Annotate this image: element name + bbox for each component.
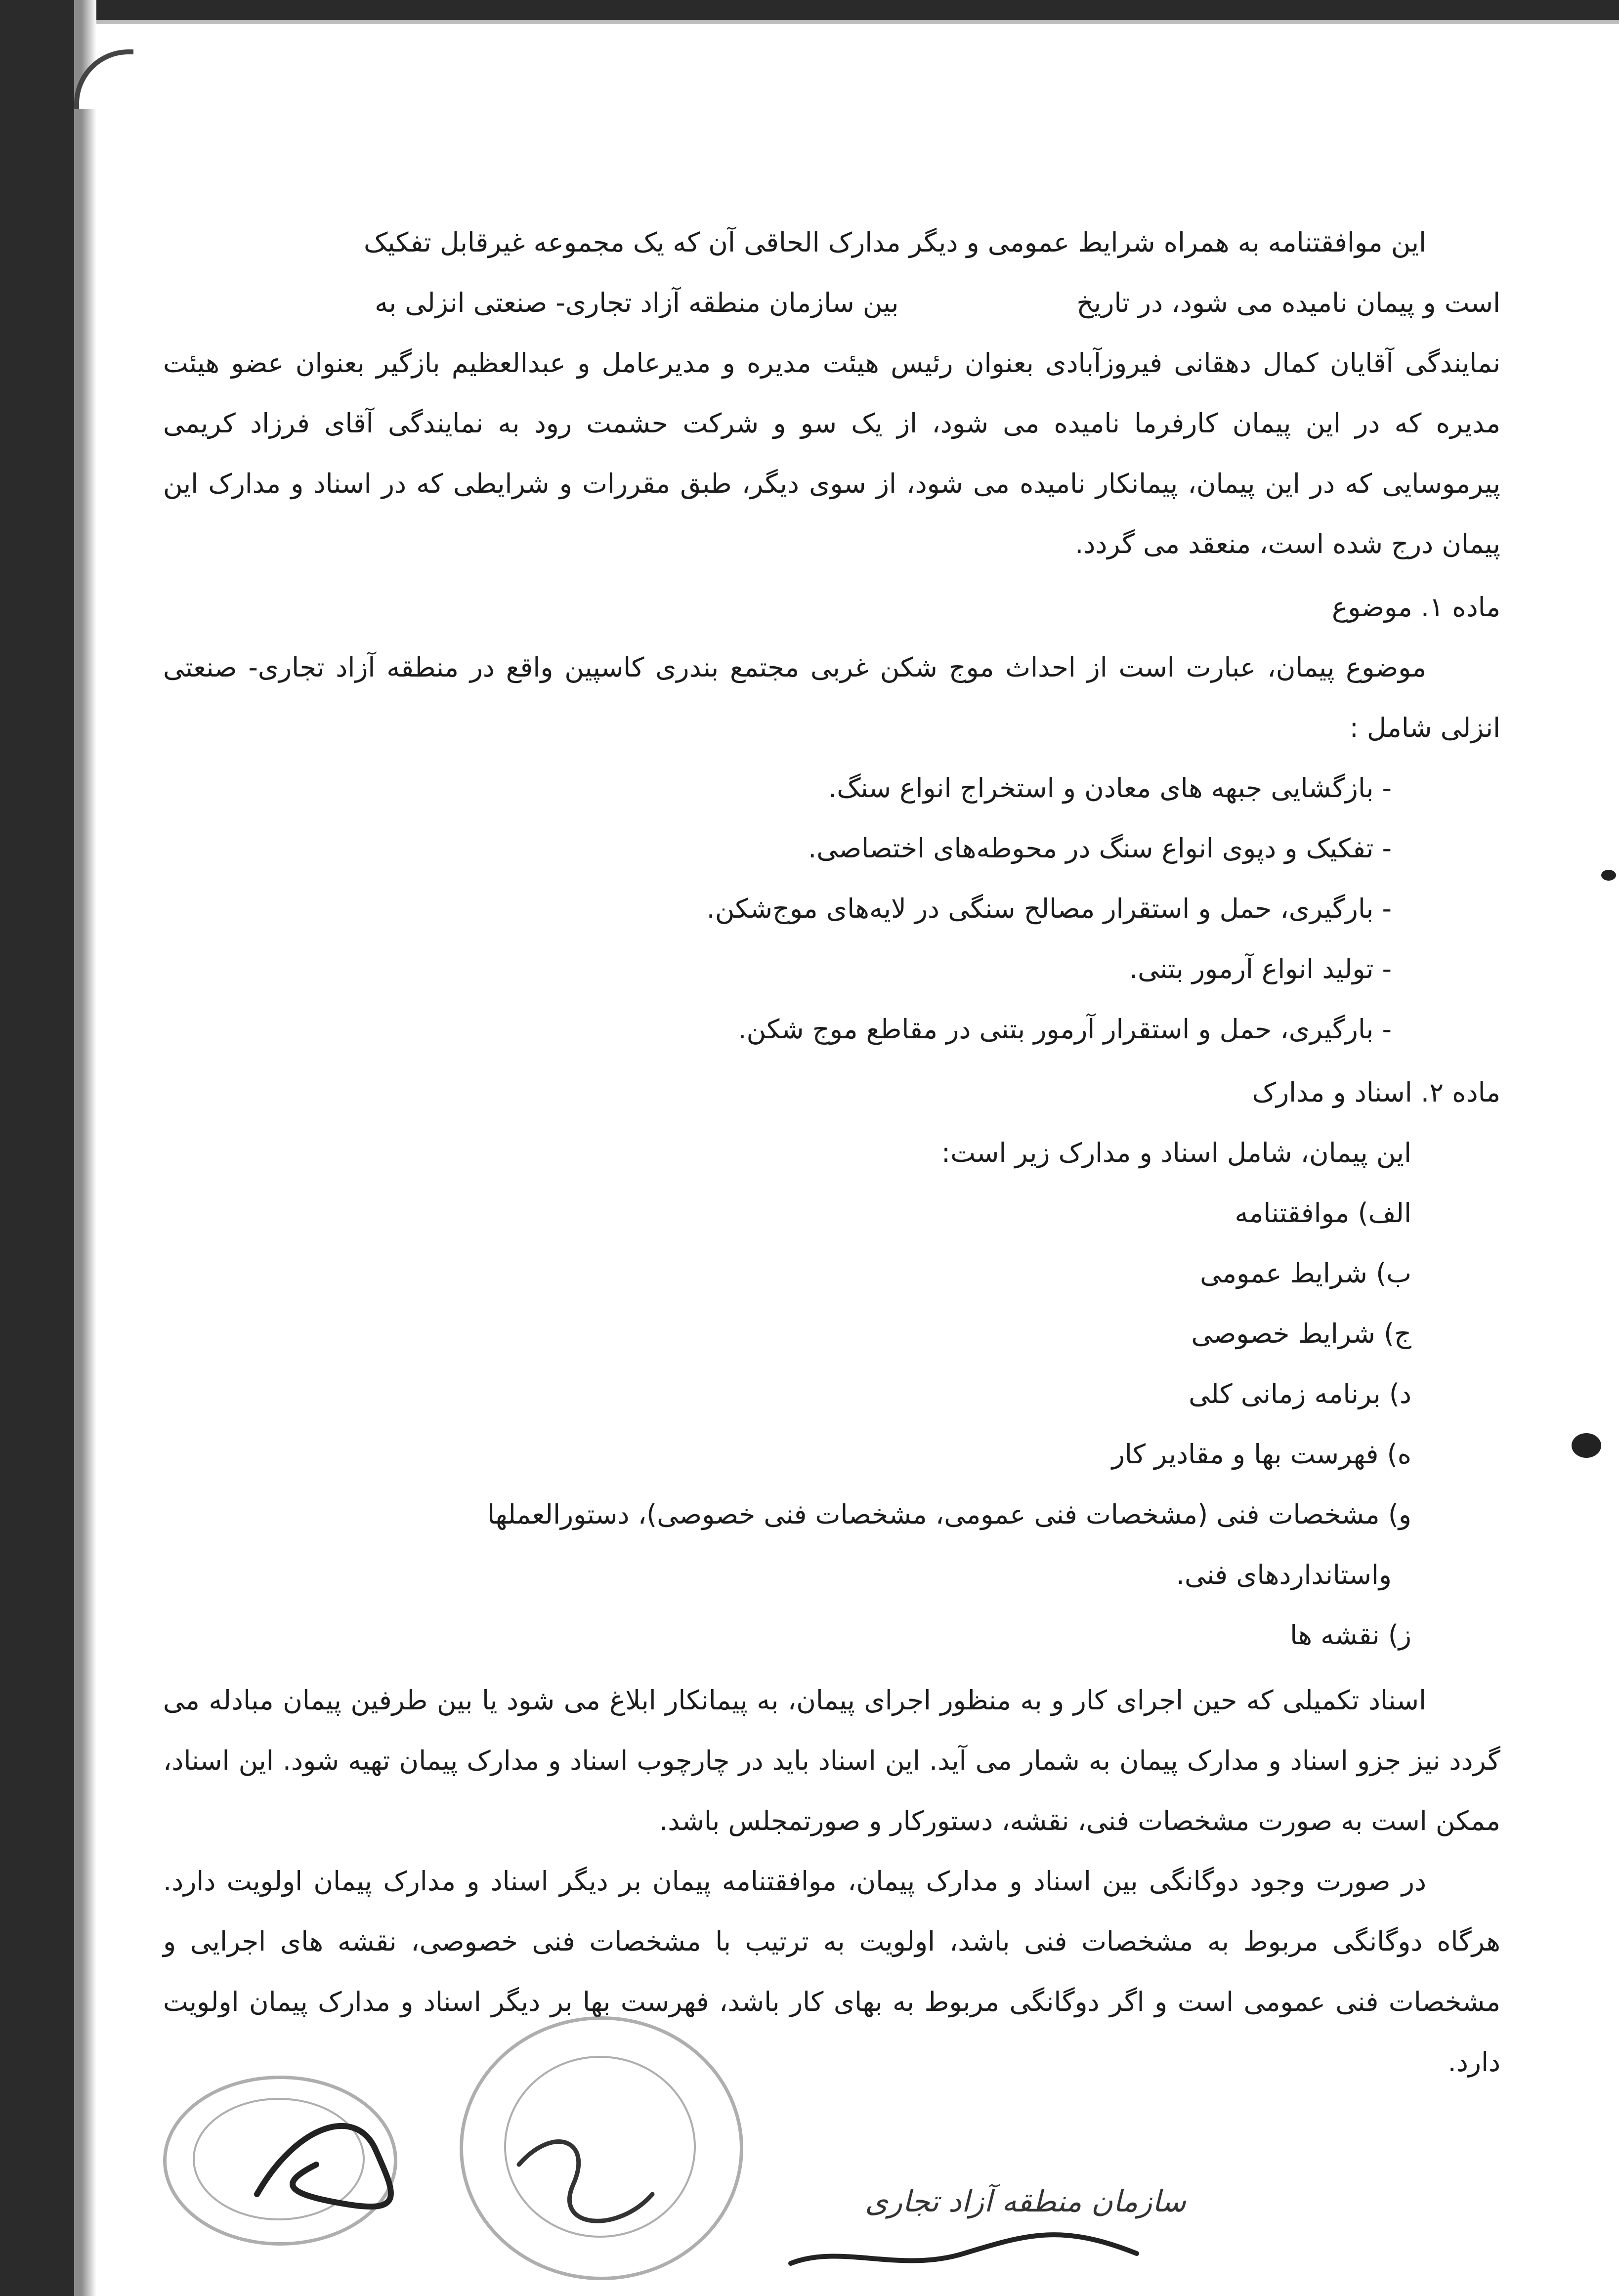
- list-item: ب) شرایط عمومی: [1200, 1258, 1411, 1289]
- list-item: - بارگیری، حمل و استقرار آرمور بتنی در مقاطع موج شکن.: [738, 1014, 1392, 1045]
- stamp-handwriting: سازمان منطقه آزاد تجاری: [865, 2184, 1186, 2219]
- signature-left: [257, 2126, 391, 2207]
- list-item: - تولید انواع آرمور بتنی.: [1129, 953, 1392, 984]
- list-item: ز) نقشه ها: [1290, 1619, 1411, 1651]
- intro-line-1: این موافقتنامه به همراه شرایط عمومی و دیگر مدارک الحاقی آن که یک مجموعه غیرقابل تفکیک: [364, 227, 1426, 258]
- signature-center: [519, 2142, 652, 2221]
- signature-right: [791, 2235, 1137, 2263]
- article-2-intro: این پیمان، شامل اسناد و مدارک زیر است:: [941, 1137, 1411, 1168]
- list-item: - بازگشایی جبهه های معادن و استخراج انواع سنگ.: [828, 772, 1392, 804]
- article-2-heading: ماده ۲. اسناد و مدارک: [1252, 1077, 1500, 1108]
- article-1-heading: ماده ۱. موضوع: [1331, 592, 1500, 623]
- list-item: - بارگیری، حمل و استقرار مصالح سنگی در لایه‌های موج‌شکن.: [706, 893, 1392, 924]
- scan-speck: [1601, 870, 1616, 881]
- precedence-paragraph: در صورت وجود دوگانگی بین اسناد و مدارک پیمان، موافقتنامه پیمان بر دیگر اسناد و مدارک پیمان اولویت دارد. هرگاه دوگانگی مربوط به مشخصات فنی باشد، اولویت به ترتیب با مشخصات فنی خصوصی، نقشه های اجرایی و مشخصات فنی عمومی است و اگر دوگانگی مربوط به بهای کار باشد، فهرست بها بر دیگر اسناد و مدارک پیمان اولویت دارد.: [163, 1866, 1500, 2078]
- list-item: ه) فهرست بها و مقادیر کار: [1111, 1439, 1411, 1470]
- article-1-body: موضوع پیمان، عبارت است از احداث موج شکن غربی مجتمع بندری کاسپین واقع در منطقه آزاد تجاری- صنعتی انزلی شامل :: [163, 652, 1500, 743]
- list-item: الف) موافقتنامه: [1235, 1197, 1411, 1229]
- scan-speck: [1572, 1433, 1601, 1458]
- intro-date-phrase: است و پیمان نامیده می شود، در تاریخ: [1076, 287, 1500, 318]
- list-item-continuation: واستانداردهای فنی.: [1176, 1559, 1392, 1590]
- list-item: - تفکیک و دپوی انواع سنگ در محوطه‌های اختصاصی.: [808, 833, 1392, 864]
- intro-paragraph: نمایندگی آقایان کمال دهقانی فیروزآبادی بعنوان رئیس هیئت مدیره و مدیرعامل و عبدالعظیم بازگیر بعنوان عضو هیئت مدیره که در این پیمان کارفرما نامیده می شود، از یک سو و شرکت حشمت رود به نمایندگی آقای فرزاد کریمی پیرموسایی که در این پیمان، پیمانکار نامیده می شود، از سوی دیگر، طبق مقررات و شرایطی که در اسناد و مدارک این پیمان درج شده است، منعقد می گردد.: [163, 347, 1500, 559]
- supplementary-docs-paragraph: اسناد تکمیلی که حین اجرای کار و به منظور اجرای پیمان، به پیمانکار ابلاغ می شود یا بین طرفین پیمان مبادله می گردد نیز جزو اسناد و مدارک پیمان به شمار می آید. این اسناد باید در چارچوب اسناد و مدارک پیمان تهیه شود. این اسناد، ممکن است به صورت مشخصات فنی، نقشه، دستورکار و صورتمجلس باشد.: [163, 1685, 1500, 1836]
- list-item: ج) شرایط خصوصی: [1191, 1318, 1411, 1349]
- list-item: و) مشخصات فنی (مشخصات فنی عمومی، مشخصات فنی خصوصی)، دستورالعملها: [487, 1499, 1411, 1530]
- intro-parties-phrase: بین سازمان منطقه آزاد تجاری- صنعتی انزلی به: [375, 287, 899, 318]
- list-item: د) برنامه زمانی کلی: [1189, 1378, 1411, 1409]
